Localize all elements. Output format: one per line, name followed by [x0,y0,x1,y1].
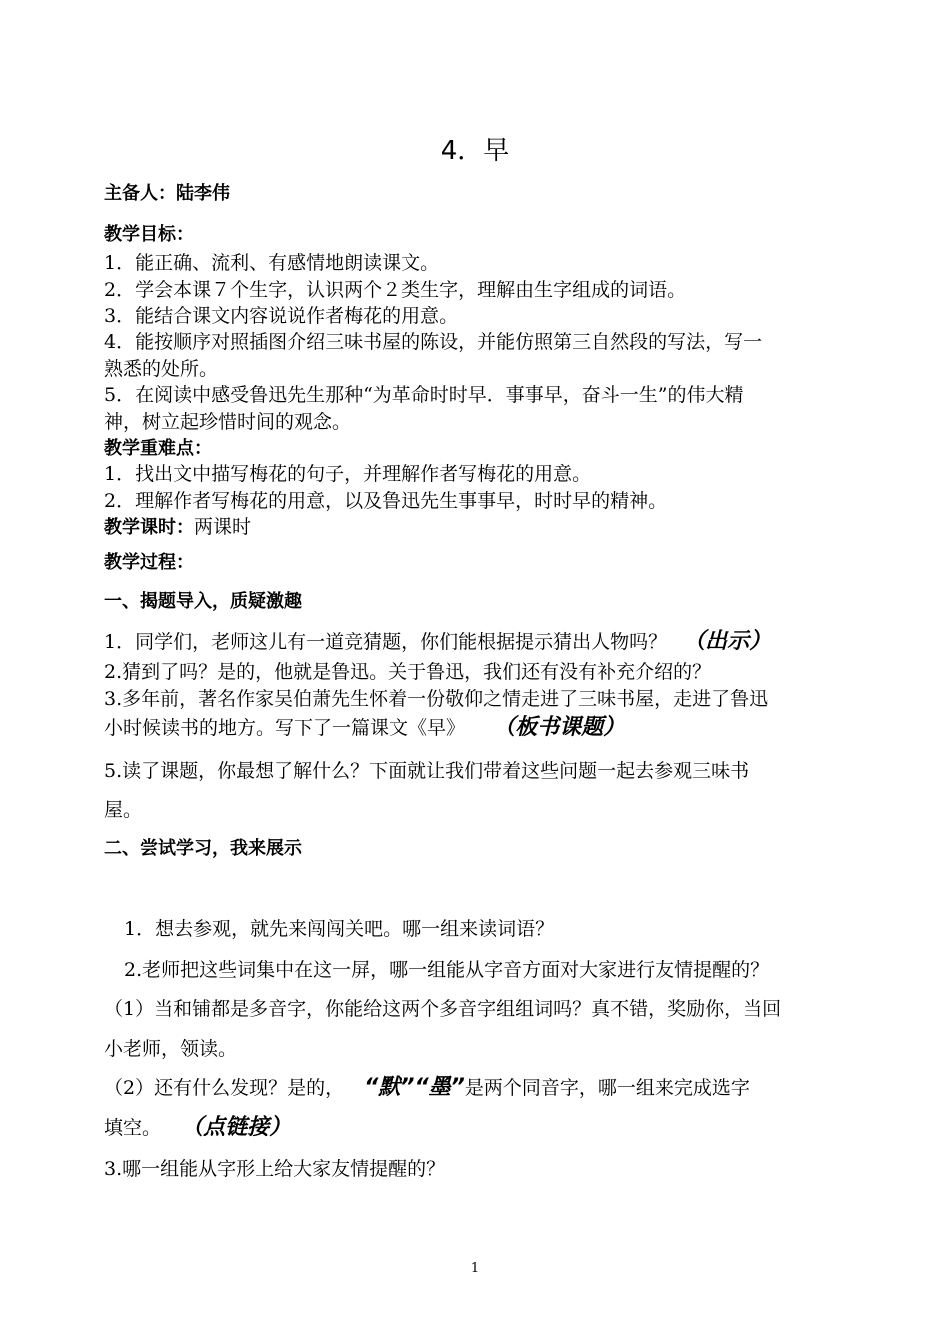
section1-line-2: 2.猜到了吗？是的，他就是鲁迅。关于鲁迅，我们还有没有补充介绍的？ [104,661,712,683]
section2-emphasis: “默”“墨” [364,1075,465,1100]
objective-item: 1．能正确、流利、有感情地朗读课文。 [104,252,440,274]
section2-line-2: 2.老师把这些词集中在这一屏，哪一组能从字音方面对大家进行友情提醒的？ [124,959,770,981]
section1-line-5: 5.读了课题，你最想了解什么？下面就让我们带着这些问题一起去参观三味书 [104,760,750,782]
objective-item: 熟悉的处所。 [104,358,219,380]
hours-line [104,515,251,540]
hours-value: 两课时 [194,516,252,538]
section1-line-1 [104,630,771,654]
process-heading: 教学过程： [104,552,194,573]
objective-item: 5．在阅读中感受鲁迅先生那种“为革命时时早．事事早，奋斗一生”的伟大精 [104,384,744,406]
objective-item: 4．能按顺序对照插图介绍三味书屋的陈设，并能仿照第三自然段的写法，写一 [104,331,763,353]
section2-text: 填空。 [104,1117,162,1139]
preparer-name: 陆李伟 [176,183,230,204]
section1-line-3: 3.多年前，著名作家吴伯萧先生怀着一份敬仰之情走进了三味书屋，走进了鲁迅 [104,688,769,710]
objectives-heading: 教学目标： [104,224,194,245]
section1-emphasis: （出示） [683,629,772,654]
hours-label: 教学课时： [104,517,194,538]
section1-heading: 一、揭题导入，质疑激趣 [104,591,302,612]
section1-text: 小时候读书的地方。写下了一篇课文《早》 [104,717,466,739]
section2-line-4: 小老师，领读。 [104,1038,238,1060]
objective-item: 2．学会本课７个生字，认识两个２类生字，理解由生字组成的词语。 [104,279,687,301]
objective-item: 神，树立起珍惜时间的观念。 [104,411,352,433]
section1-emphasis: （板书课题） [493,715,626,740]
page-title: 4．早 [440,136,510,166]
section1-text: 1．同学们，老师这儿有一道竞猜题，你们能根据提示猜出人物吗？ [104,631,668,653]
preparer-line [104,181,230,206]
key-point-item: 1．找出文中描写梅花的句子，并理解作者写梅花的用意。 [104,463,592,485]
section2-heading: 二、尝试学习，我来展示 [104,838,302,859]
key-points-heading: 教学重难点： [104,438,212,459]
section2-text: （2）还有什么发现？是的， [104,1077,345,1099]
section2-line-5 [104,1076,750,1100]
preparer-label: 主备人： [104,183,176,204]
section2-line-7: 3.哪一组能从字形上给大家友情提醒的？ [104,1158,446,1180]
page-number: 1 [470,1261,480,1276]
section2-emphasis: （点链接） [181,1115,292,1140]
section2-text: 是两个同音字，哪一组来完成选字 [464,1077,750,1099]
section2-line-3: （1）当和铺都是多音字，你能给这两个多音字组组词吗？真不错，奖励你，当回 [104,998,782,1020]
section2-line-6 [104,1116,291,1140]
section2-line-1: 1．想去参观，就先来闯闯关吧。哪一组来读词语？ [124,918,555,940]
objective-item: 3．能结合课文内容说说作者梅花的用意。 [104,305,459,327]
section1-line-4 [104,716,625,740]
section1-line-6: 屋。 [104,799,143,821]
key-point-item: 2．理解作者写梅花的用意，以及鲁迅先生事事早，时时早的精神。 [104,490,668,512]
